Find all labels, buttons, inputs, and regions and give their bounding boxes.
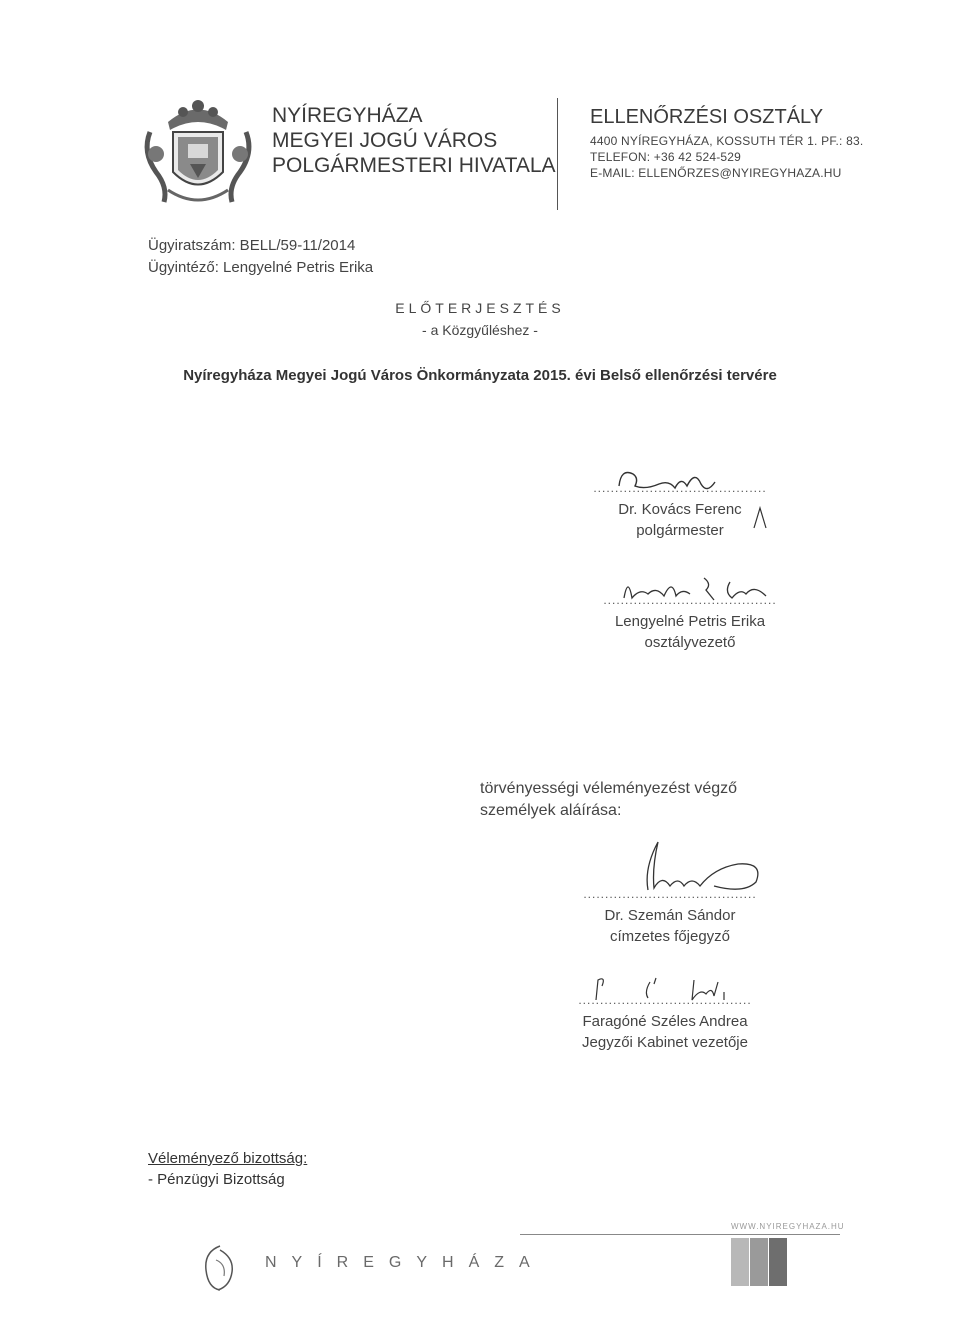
- signatory-department-head: [590, 590, 790, 653]
- city-coat-of-arms-icon: [138, 92, 258, 212]
- department-phone: TELEFON: +36 42 524-529: [590, 150, 742, 164]
- signatory-department-head-name: Lengyelné Petris Erika: [614, 613, 766, 630]
- footer-divider: [520, 1234, 840, 1235]
- footer-url: WWW.NYIREGYHAZA.HU: [731, 1222, 845, 1231]
- signatory-cabinet-head-name: Faragóné Széles Andrea: [582, 1013, 748, 1030]
- signatory-mayor-name: Dr. Kovács Ferenc: [618, 501, 742, 518]
- signatory-chief-notary-name: Dr. Szemán Sándor: [604, 907, 736, 924]
- office-name: [272, 103, 556, 178]
- nyiregyhaza-logo-icon: [198, 1240, 242, 1296]
- signatory-mayor-role: polgármester: [636, 522, 724, 539]
- signatory-chief-notary-role: címzetes főjegyző: [609, 928, 731, 945]
- footer-bar-dark: [769, 1238, 787, 1286]
- signatory-department-head-role: osztályvezető: [644, 634, 736, 651]
- reference-block: [148, 235, 373, 279]
- signatory-mayor: [580, 478, 780, 541]
- signatory-cabinet-head: [565, 990, 765, 1053]
- document-title: ELŐTERJESZTÉS: [395, 300, 565, 316]
- department-email: E-MAIL: ELLENŐRZES@NYIREGYHAZA.HU: [590, 166, 842, 180]
- signature-line: ........................................: [603, 593, 777, 607]
- department-info: [590, 106, 863, 181]
- department-name: ELLENŐRZÉSI OSZTÁLY: [590, 106, 824, 128]
- footer-city-name: NYÍREGYHÁZA: [265, 1254, 545, 1271]
- signature-line: ........................................: [578, 993, 752, 1007]
- department-address: 4400 NYÍREGYHÁZA, KOSSUTH TÉR 1. PF.: 83.: [590, 134, 864, 148]
- signatory-chief-notary: [570, 884, 770, 947]
- document-addressee: - a Közgyűléshez -: [422, 322, 538, 338]
- legal-review-heading-line2: személyek aláírása:: [480, 802, 622, 819]
- signatory-cabinet-head-role: Jegyzői Kabinet vezetője: [582, 1034, 748, 1051]
- office-line-county: MEGYEI JOGÚ VÁROS: [272, 129, 498, 152]
- footer-bar-mid: [750, 1238, 768, 1286]
- footer-bar-light: [731, 1238, 749, 1286]
- signature-line: ........................................: [583, 887, 757, 901]
- office-line-mayor-office: POLGÁRMESTERI HIVATALA: [272, 154, 556, 177]
- legal-review-heading-line1: törvényességi véleményezést végző: [480, 780, 738, 797]
- header-divider: [557, 98, 558, 210]
- case-officer: Ügyintéző: Lengyelné Petris Erika: [148, 259, 374, 276]
- document-subject: Nyíregyháza Megyei Jogú Város Önkormányzata 2015. évi Belső ellenőrzési tervére: [183, 367, 777, 384]
- legal-review-heading: [480, 778, 760, 822]
- committee-item: - Pénzügyi Bizottság: [148, 1171, 285, 1188]
- committee-title: Véleményező bizottság:: [148, 1150, 308, 1167]
- file-number: Ügyiratszám: BELL/59-11/2014: [148, 237, 356, 254]
- reviewing-committee: [148, 1148, 307, 1190]
- office-line-city: NYÍREGYHÁZA: [272, 104, 423, 127]
- signature-line: ........................................: [593, 481, 767, 495]
